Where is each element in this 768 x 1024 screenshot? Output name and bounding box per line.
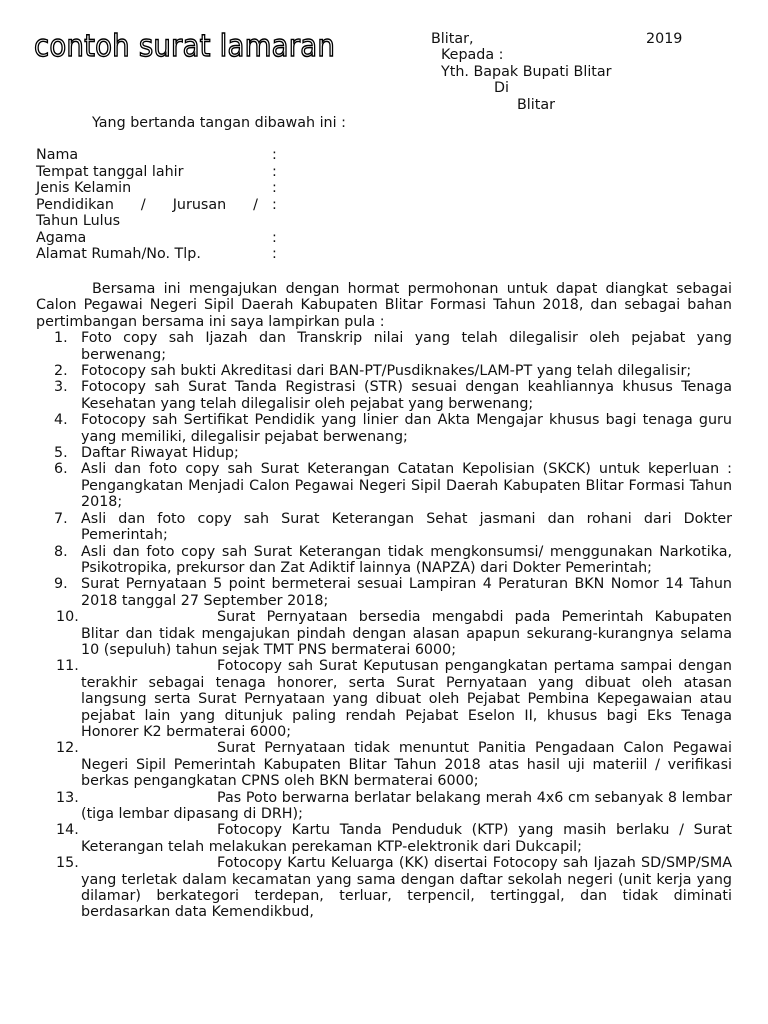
watermark-title: contoh surat lamaran <box>34 29 336 64</box>
list-item-number: 15. <box>56 855 79 872</box>
list-item-number: 7. <box>54 510 68 527</box>
list-item-text: Pas Poto berwarna berlatar belakang merah 4x6 cm sebanyak 8 lembar (tiga lembar dipasang di DRH); <box>81 789 732 822</box>
field-row <box>36 230 280 247</box>
field-label: Jenis Kelamin <box>36 180 132 196</box>
header-year: 2019 <box>646 31 683 47</box>
field-colon: : <box>272 163 277 180</box>
list-item <box>36 511 732 544</box>
list-item-text: Fotocopy sah Surat Tanda Registrasi (STR) sesuai dengan keahliannya khusus Tenaga Kesehatan yang telah dilegalisir oleh pejabat yang berwenang; <box>81 379 732 412</box>
list-item <box>36 412 732 445</box>
list-item-number: 6. <box>54 461 68 478</box>
list-item <box>36 363 732 379</box>
header-di: Di <box>494 80 509 96</box>
identity-fields <box>36 147 280 263</box>
list-item-number: 13. <box>56 789 79 806</box>
field-label: Tahun Lulus <box>36 213 121 229</box>
list-item-number: 14. <box>56 822 79 839</box>
list-item-text: Foto copy sah Ijazah dan Transkrip nilai yang telah dilegalisir oleh pejabat yang berwenang; <box>81 330 732 363</box>
list-item-text: Daftar Riwayat Hidup; <box>81 445 239 462</box>
field-label: Nama <box>36 147 79 163</box>
list-item-text: Surat Pernyataan 5 point bermeterai sesuai Lampiran 4 Peraturan BKN Nomor 14 Tahun 2018 tanggal 27 September 2018; <box>81 576 732 609</box>
field-colon: : <box>272 196 277 213</box>
list-item-number: 1. <box>54 330 68 347</box>
field-label: Tempat tanggal lahir <box>36 163 184 180</box>
header-place: Blitar, <box>431 31 474 47</box>
attachment-list <box>36 330 732 921</box>
field-row <box>36 197 280 214</box>
list-item-number: 8. <box>54 543 68 560</box>
header-recipient: Yth. Bapak Bupati Blitar <box>441 64 612 80</box>
list-item-number: 11. <box>56 658 79 675</box>
intro-paragraph: Bersama ini mengajukan dengan hormat permohonan untuk dapat diangkat sebagai Calon Pegawai Negeri Sipil Daerah Kabupaten Blitar Formasi Tahun 2018, dan sebagai bahan pertimbangan bersama ini saya lampirkan pula : <box>36 281 732 330</box>
list-item <box>36 740 732 789</box>
list-item-number: 2. <box>54 363 68 380</box>
list-item-text: Surat Pernyataan bersedia mengabdi pada Pemerintah Kabupaten Blitar dan tidak mengajukan pindah dengan alasan apapun sekurang-kurangnya selama 10 (sepuluh) tahun sejak TMT PNS bermaterai 6000; <box>81 609 732 658</box>
field-colon: : <box>272 246 277 262</box>
list-item-number: 5. <box>54 445 68 462</box>
list-item <box>36 379 732 412</box>
field-label: Alamat Rumah/No. Tlp. <box>36 246 201 262</box>
list-item <box>36 544 732 577</box>
field-colon: : <box>272 180 277 196</box>
field-colon: : <box>272 229 277 246</box>
header-city: Blitar <box>517 97 555 113</box>
list-item-number: 12. <box>56 740 79 757</box>
list-item-text: Asli dan foto copy sah Surat Keterangan tidak mengkonsumsi/ menggunakan Narkotika, Psikotropika, prekursor dan Zat Adiktif lainnya (NAPZA) dari Dokter Pemerintah; <box>81 543 732 576</box>
list-item <box>36 576 732 609</box>
list-item <box>36 461 732 510</box>
list-item <box>36 658 732 740</box>
list-item-text: Fotocopy sah bukti Akreditasi dari BAN-PT/Pusdiknakes/LAM-PT yang telah dilegalisir; <box>81 363 692 380</box>
field-row <box>36 180 280 197</box>
field-colon: : <box>272 147 277 163</box>
list-item <box>36 822 732 855</box>
list-item <box>36 609 732 658</box>
field-label: Pendidikan / Jurusan / <box>36 196 258 213</box>
header-to: Kepada : <box>441 47 504 63</box>
list-item-text: Asli dan foto copy sah Surat Keterangan Catatan Kepolisian (SKCK) untuk keperluan : Pengangkatan Menjadi Calon Pegawai Negeri Sipil Daerah Kabupaten Blitar Formasi Tahun 2018; <box>81 461 732 511</box>
field-label: Agama <box>36 229 87 246</box>
list-item-number: 10. <box>56 609 79 626</box>
field-row <box>36 246 280 263</box>
list-item <box>36 330 732 363</box>
list-item-text: Asli dan foto copy sah Surat Keterangan Sehat jasmani dan rohani dari Dokter Pemerintah; <box>81 510 732 544</box>
list-item-number: 9. <box>54 576 68 593</box>
field-row <box>36 213 280 230</box>
list-item-number: 3. <box>54 379 68 396</box>
list-item <box>36 855 732 921</box>
list-item-number: 4. <box>54 412 68 429</box>
letter-body <box>36 281 732 921</box>
field-row <box>36 164 280 181</box>
list-item <box>36 445 732 461</box>
opening-line: Yang bertanda tangan dibawah ini : <box>92 115 346 131</box>
field-row <box>36 147 280 164</box>
list-item-text: Surat Pernyataan tidak menuntut Panitia Pengadaan Calon Pegawai Negeri Sipil Pemerintah Kabupaten Blitar Tahun 2018 atas hasil uji materiil / verifikasi berkas pengangkatan CPNS oleh BKN bermaterai 6000; <box>81 740 732 790</box>
list-item-text: Fotocopy sah Surat Keputusan pengangkatan pertama sampai dengan terakhir sebagai tenaga honorer, serta Surat Pernyataan yang dibuat oleh atasan langsung serta Surat Pernyataan yang dibuat oleh Pejabat Pembina Kepegawaian atau pejabat lain yang ditunjuk paling rendah Pejabat Eselon II, khusus bagi Eks Tenaga Honorer K2 bermaterai 6000; <box>81 658 732 740</box>
list-item-text: Fotocopy Kartu Keluarga (KK) disertai Fotocopy sah Ijazah SD/SMP/SMA yang terletak dalam kecamatan yang sama dengan daftar sekolah negeri (unit kerja yang dilamar) berkategori terdepan, terluar, terpencil, tertinggal, dan tidak diminati berdasarkan data Kemendikbud, <box>81 855 732 921</box>
list-item <box>36 790 732 823</box>
list-item-text: Fotocopy Kartu Tanda Penduduk (KTP) yang masih berlaku / Surat Keterangan telah melakukan perekaman KTP-elektronik dari Dukcapil; <box>81 822 732 855</box>
list-item-text: Fotocopy sah Sertifikat Pendidik yang linier dan Akta Mengajar khusus bagi tenaga guru yang memiliki, dilegalisir pejabat berwenang; <box>81 412 732 445</box>
